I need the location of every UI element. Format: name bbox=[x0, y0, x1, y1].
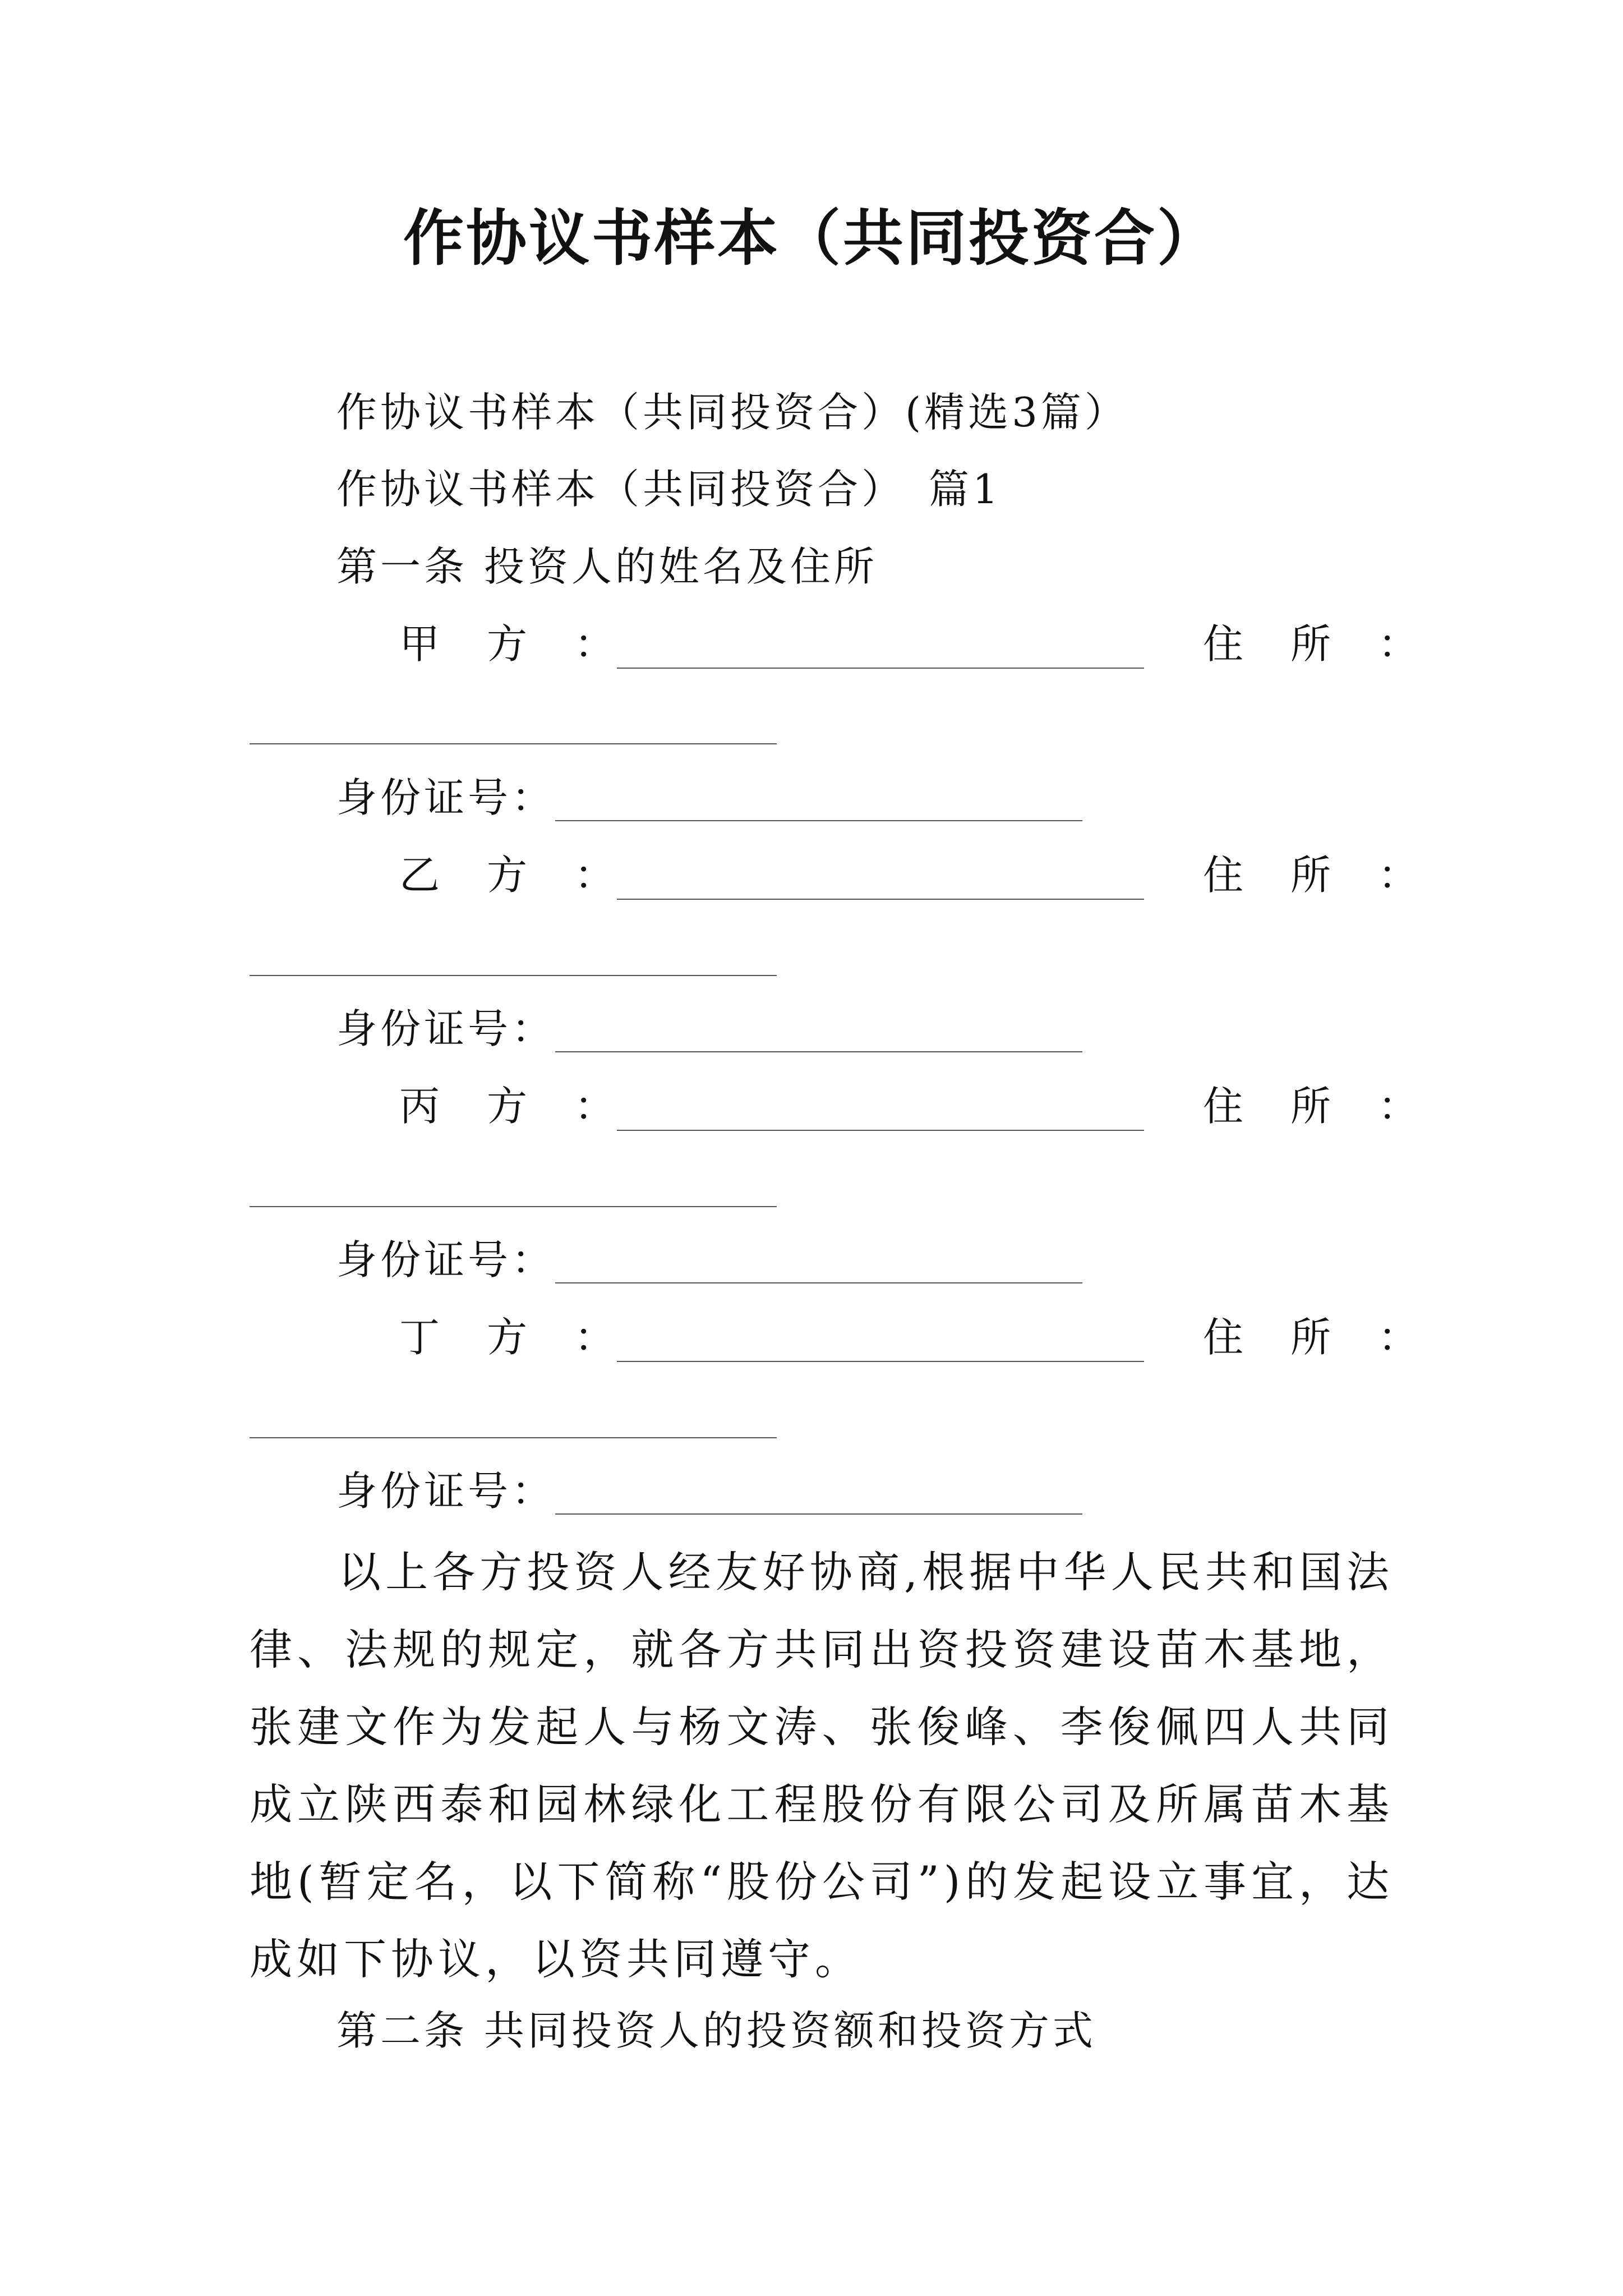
document-subtitle: 作协议书样本（共同投资合）(精选3篇） bbox=[336, 389, 1128, 436]
party-a-name-blank bbox=[617, 668, 1144, 669]
party-c-name-blank bbox=[617, 1130, 1144, 1131]
party-b-address-blank bbox=[250, 975, 777, 976]
party-b-address-label: 住 所 ： bbox=[1203, 852, 1422, 899]
document-title: 作协议书样本（共同投资合） bbox=[403, 203, 1220, 274]
party-b-name-blank bbox=[617, 899, 1144, 900]
party-d-id-blank bbox=[555, 1513, 1082, 1515]
party-b-id-blank bbox=[555, 1051, 1082, 1052]
party-a-address-label: 住 所 ： bbox=[1203, 620, 1422, 668]
party-b-label: 乙 方 ： bbox=[399, 852, 619, 899]
party-a-id-label: 身份证号： bbox=[336, 774, 556, 821]
party-c-id-blank bbox=[555, 1282, 1082, 1283]
party-d-id-label: 身份证号： bbox=[336, 1467, 556, 1515]
body-paragraph: 以上各方投资人经友好协商,根据中华人民共和国法律、法规的规定，就各方共同出资投资建设苗木基地，张建文作为发起人与杨文涛、张俊峰、李俊佩四人共同成立陕西泰和园林绿化工程股份有限公司及所属苗木基地(暂定名，以下简称“股份公司”)的发起设立事宜，达成如下协议，以资共同遵守。 bbox=[250, 1547, 1394, 1984]
party-c-id-label: 身份证号： bbox=[336, 1236, 556, 1283]
section-heading: 作协议书样本（共同投资合） 篇1 bbox=[336, 466, 1002, 513]
party-b-id-label: 身份证号： bbox=[336, 1005, 556, 1052]
party-d-name-blank bbox=[617, 1361, 1144, 1362]
party-d-address-blank bbox=[250, 1437, 777, 1438]
party-c-address-blank bbox=[250, 1206, 777, 1207]
party-a-id-blank bbox=[555, 820, 1082, 821]
party-d-address-label: 住 所 ： bbox=[1203, 1314, 1422, 1361]
article-2-heading: 第二条 共同投资人的投资额和投资方式 bbox=[336, 2007, 1096, 2054]
party-a-address-blank bbox=[250, 743, 777, 744]
party-d-label: 丁 方 ： bbox=[399, 1314, 619, 1361]
party-c-address-label: 住 所 ： bbox=[1203, 1083, 1422, 1130]
article-1-heading: 第一条 投资人的姓名及住所 bbox=[336, 543, 878, 590]
party-a-label: 甲 方 ： bbox=[399, 620, 619, 668]
party-c-label: 丙 方 ： bbox=[399, 1083, 619, 1130]
